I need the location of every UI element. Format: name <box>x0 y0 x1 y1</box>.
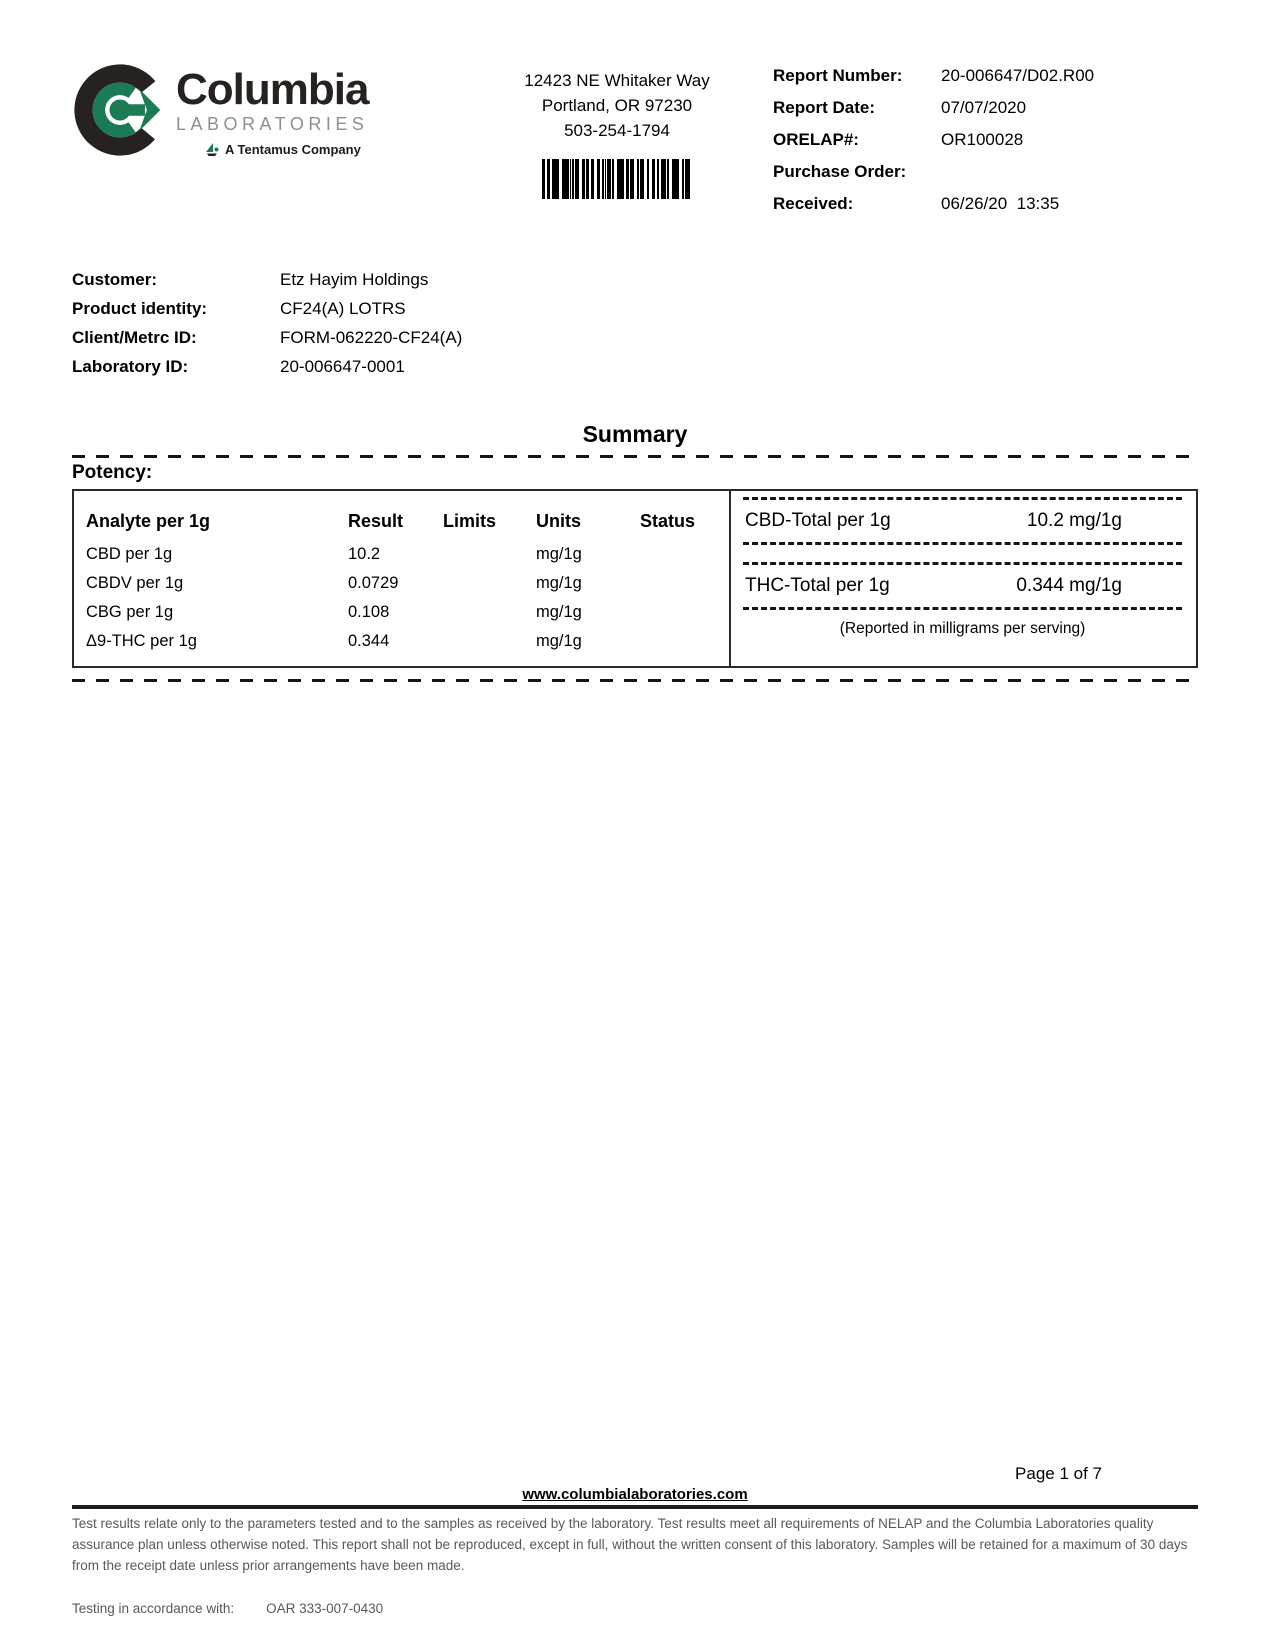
address-line-3: 503-254-1794 <box>564 121 670 140</box>
barcode-image <box>542 159 692 199</box>
analyte-result: 0.0729 <box>348 574 399 592</box>
report-date-label: Report Date: <box>773 98 876 117</box>
col-analyte: Analyte per 1g <box>86 511 211 531</box>
website-link: www.columbialaboratories.com <box>522 1486 748 1504</box>
report-date-value: 07/07/2020 <box>941 98 1027 117</box>
col-result: Result <box>348 511 404 531</box>
analyte-status <box>640 540 723 569</box>
analyte-name: Δ9-THC per 1g <box>86 632 197 650</box>
col-status: Status <box>640 511 696 531</box>
analyte-status <box>640 598 723 627</box>
cbd-total-value: 10.2 mg/1g <box>1026 510 1122 531</box>
analyte-limits <box>443 569 536 598</box>
purchase-order-value <box>941 162 1198 182</box>
footer-rule <box>72 1505 1198 1509</box>
col-limits: Limits <box>443 511 497 531</box>
analyte-limits <box>443 598 536 627</box>
potency-section-label: Potency: <box>72 462 153 483</box>
analyte-name: CBG per 1g <box>86 603 174 621</box>
analyte-result: 0.344 <box>348 632 390 650</box>
analyte-result: 10.2 <box>348 545 381 563</box>
columbia-c-icon <box>72 62 168 158</box>
testing-accordance-label: Testing in accordance with: <box>72 1601 235 1616</box>
analyte-units: mg/1g <box>536 545 582 563</box>
cbd-total-label: CBD-Total per 1g <box>745 510 891 531</box>
dashed-separator-top <box>72 455 1198 458</box>
report-info <box>773 62 1198 214</box>
analyte-table <box>74 491 729 666</box>
product-identity-value: CF24(A) LOTRS <box>280 299 406 318</box>
analyte-status <box>640 627 723 656</box>
product-identity-label: Product identity: <box>72 299 208 318</box>
testing-accordance-value: OAR 333-007-0430 <box>266 1601 384 1616</box>
brand-name: Columbia <box>176 65 369 114</box>
analyte-units: mg/1g <box>536 603 582 621</box>
report-number-value: 20-006647/D02.R00 <box>941 66 1095 85</box>
customer-label: Customer: <box>72 270 158 289</box>
totals-note: (Reported in milligrams per serving) <box>839 620 1086 637</box>
analyte-limits <box>443 540 536 569</box>
received-value: 06/26/20 13:35 <box>941 194 1060 213</box>
report-footer <box>72 1464 1198 1616</box>
received-label: Received: <box>773 194 854 213</box>
analyte-limits <box>443 627 536 656</box>
report-header <box>72 62 1198 214</box>
address-line-2: Portland, OR 97230 <box>541 96 693 115</box>
tagline-text: A Tentamus Company <box>225 141 361 157</box>
table-row <box>86 598 723 627</box>
address-line-1: 12423 NE Whitaker Way <box>524 71 710 90</box>
tentamus-icon <box>204 141 220 157</box>
report-number-label: Report Number: <box>773 66 903 85</box>
brand-text <box>176 62 368 157</box>
table-row <box>86 627 723 656</box>
dashed-separator-bottom <box>72 679 1198 682</box>
orelap-label: ORELAP#: <box>773 130 859 149</box>
laboratory-id-label: Laboratory ID: <box>72 357 189 376</box>
potency-results-box <box>72 489 1198 668</box>
tagline-row <box>204 141 368 157</box>
cbd-total-row <box>743 497 1182 545</box>
thc-total-row <box>743 562 1182 610</box>
thc-total-value: 0.344 mg/1g <box>1016 575 1122 596</box>
client-metrc-id-value: FORM-062220-CF24(A) <box>280 328 463 347</box>
summary-title: Summary <box>582 421 688 447</box>
brand-subtitle: LABORATORIES <box>176 114 369 134</box>
table-row <box>86 540 723 569</box>
laboratory-id-value: 20-006647-0001 <box>280 357 405 376</box>
analyte-table-header <box>86 511 723 532</box>
customer-value: Etz Hayim Holdings <box>280 270 429 289</box>
analyte-result: 0.108 <box>348 603 390 621</box>
sample-info <box>72 270 1198 377</box>
analyte-units: mg/1g <box>536 632 582 650</box>
analyte-status <box>640 569 723 598</box>
table-row <box>86 569 723 598</box>
orelap-value: OR100028 <box>941 130 1024 149</box>
thc-total-label: THC-Total per 1g <box>745 575 890 596</box>
lab-address <box>467 62 767 199</box>
testing-accordance-line <box>72 1601 1198 1616</box>
col-units: Units <box>536 511 581 531</box>
analyte-name: CBDV per 1g <box>86 574 184 592</box>
analyte-name: CBD per 1g <box>86 545 173 563</box>
analyte-units: mg/1g <box>536 574 582 592</box>
totals-panel <box>729 491 1196 666</box>
disclaimer-text: Test results relate only to the parameters tested and to the samples as received by the laboratory. Test results meet all requirements of NELAP and the Columbia Laboratories quality assurance plan unless otherwise noted. This report shall not be reproduced, except in full, without the written consent of this laboratory. Samples will be retained for a maximum of 30 days from the receipt date unless prior arrangements have been made. <box>72 1516 1188 1574</box>
purchase-order-label: Purchase Order: <box>773 162 907 181</box>
columbia-logo <box>72 62 412 158</box>
client-metrc-id-label: Client/Metrc ID: <box>72 328 197 347</box>
page-number: Page 1 of 7 <box>1015 1464 1102 1484</box>
